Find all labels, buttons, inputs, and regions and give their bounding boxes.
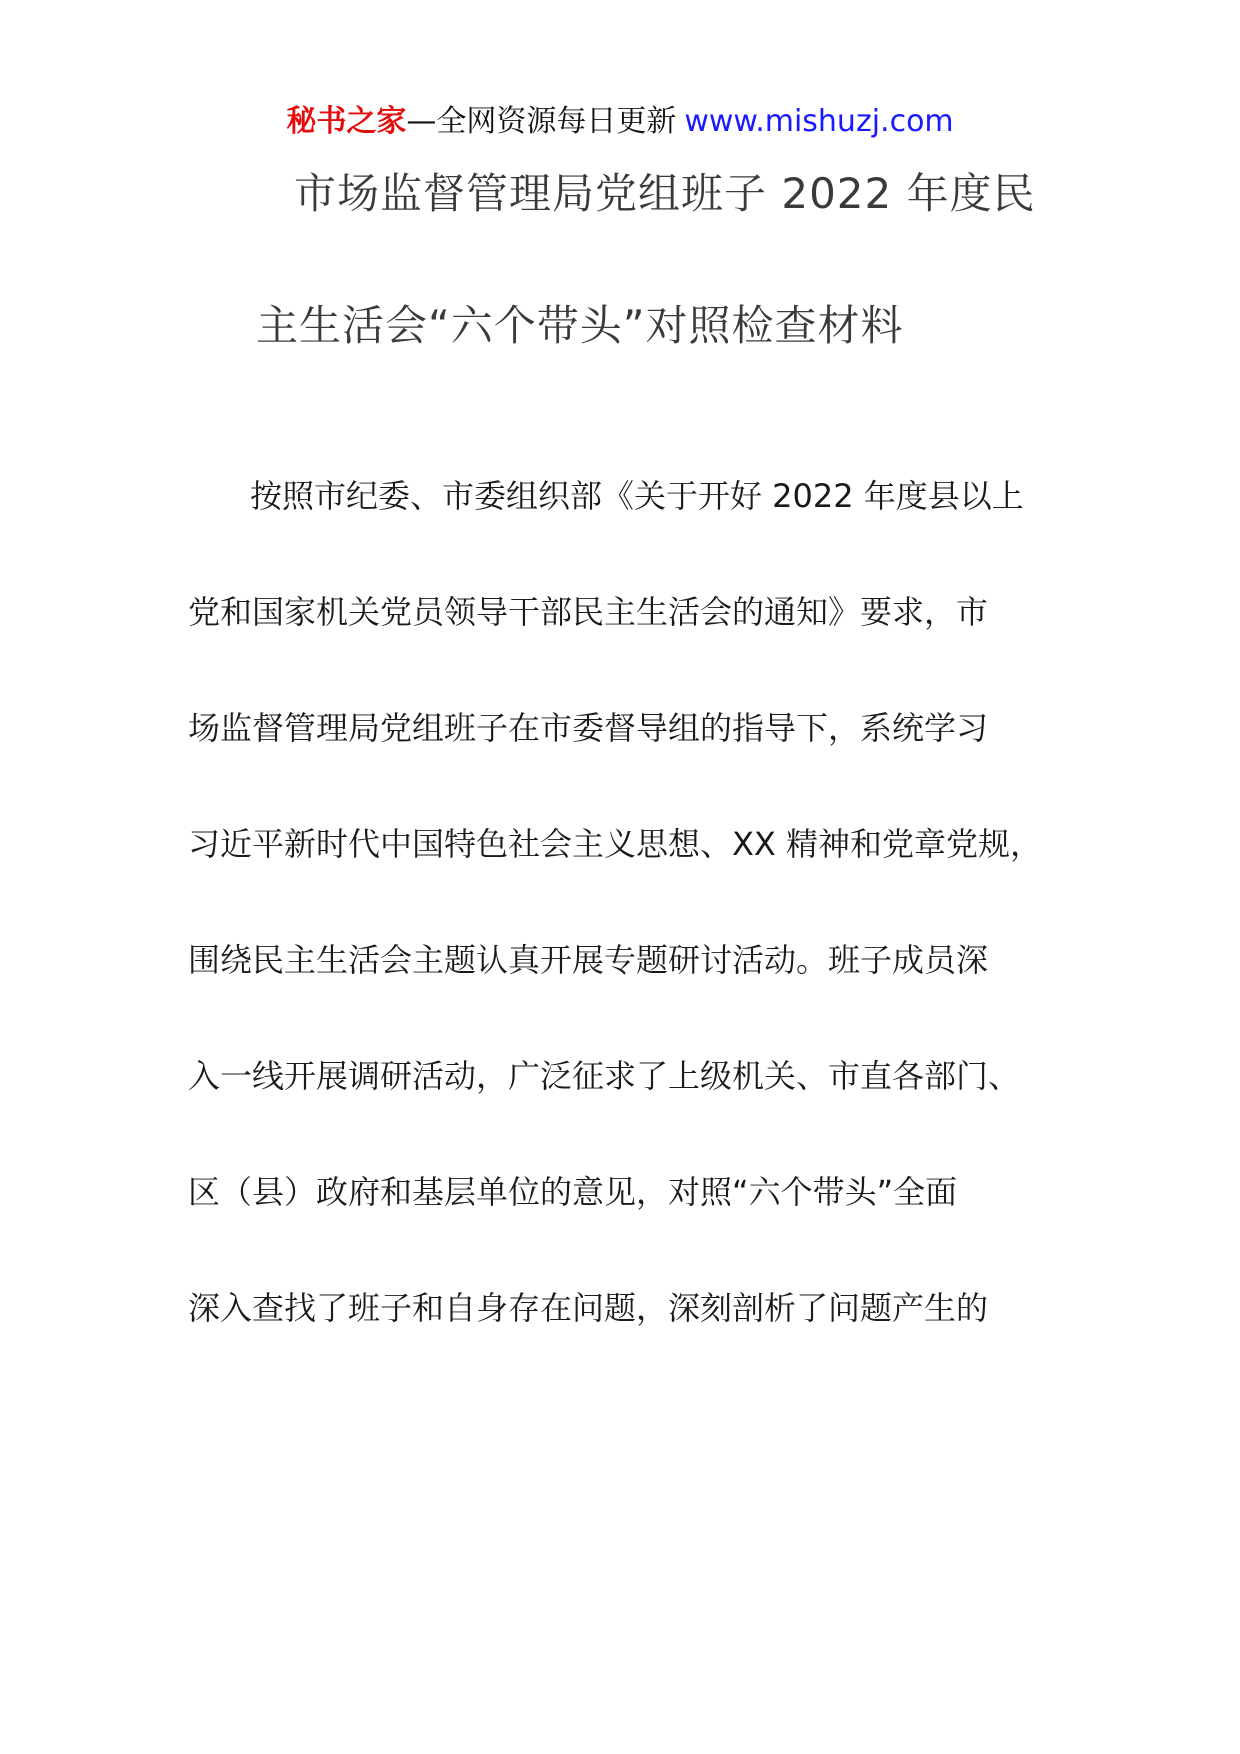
document-title-line-2: 主生活会“六个带头”对照检查材料	[256, 301, 904, 350]
body-text-line: 深入查找了班子和自身存在问题，深刻剖析了问题产生的	[188, 1289, 989, 1327]
body-text-line: 按照市纪委、市委组织部《关于开好 2022 年度县以上	[250, 477, 1024, 515]
body-text-line: 党和国家机关党员领导干部民主生活会的通知》要求，市	[188, 593, 989, 631]
site-header	[0, 102, 1240, 142]
site-brand: 秘书之家	[286, 104, 407, 139]
body-text-line: 入一线开展调研活动，广泛征求了上级机关、市直各部门、	[188, 1057, 1021, 1095]
site-url-link[interactable]: www.mishuzj.com	[684, 104, 954, 139]
body-text-line: 围绕民主生活会主题认真开展专题研讨活动。班子成员深	[188, 941, 989, 979]
body-text-line: 习近平新时代中国特色社会主义思想、XX 精神和党章党规，	[188, 825, 1043, 863]
site-slogan: —全网资源每日更新	[406, 104, 677, 139]
body-text-line: 场监督管理局党组班子在市委督导组的指导下，系统学习	[188, 709, 989, 747]
document-title-line-1: 市场监督管理局党组班子 2022 年度民	[294, 169, 1036, 218]
body-text-line: 区（县）政府和基层单位的意见，对照“六个带头”全面	[188, 1173, 958, 1211]
